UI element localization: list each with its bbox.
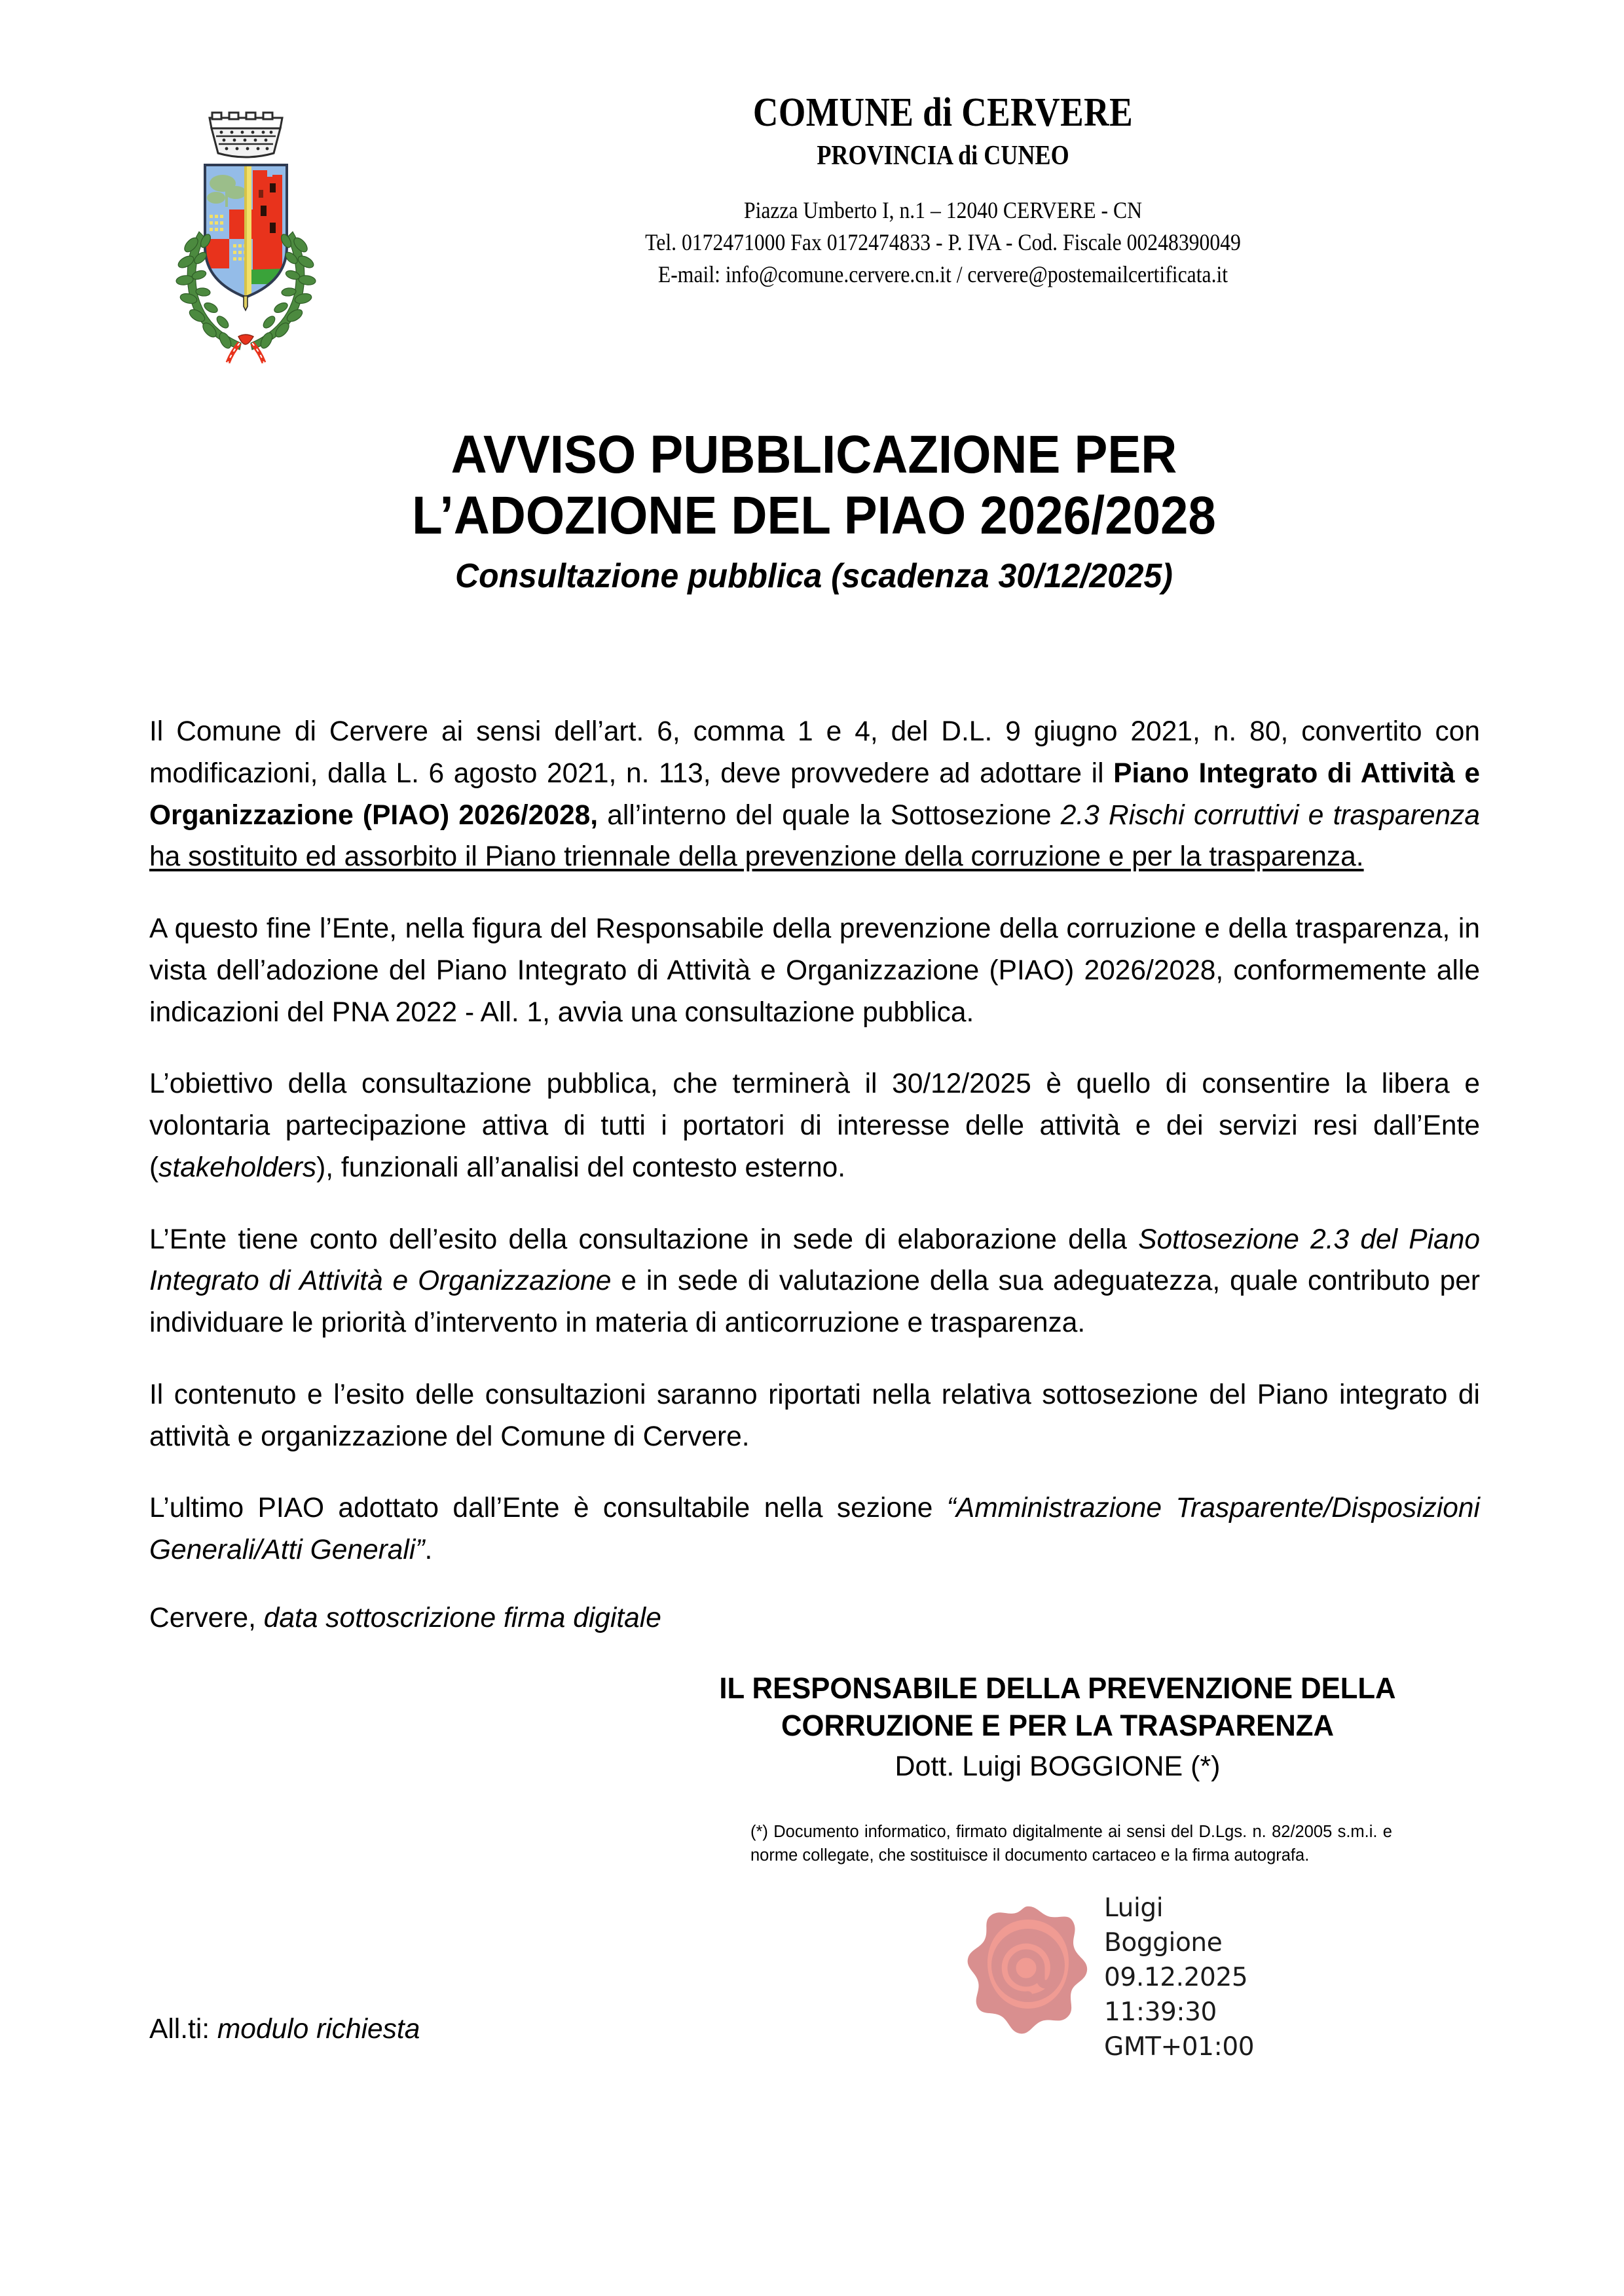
signature-block: [655, 1669, 1460, 1785]
signatory-role-line-1: IL RESPONSABILE DELLA PREVENZIONE DELLA: [719, 1671, 1396, 1705]
page-title: [149, 424, 1479, 596]
organization-name: COMUNE di CERVERE: [752, 90, 1134, 135]
title-subtitle: Consultazione pubblica (scadenza 30/12/2025): [455, 556, 1173, 595]
dsig-timezone: GMT+01:00: [1104, 2032, 1255, 2062]
p1-bold-piao: Piano Integrato di Attività e Organizzazione (PIAO) 2026/2028,: [149, 757, 1481, 831]
dsig-name-line-2: Boggione: [1104, 1928, 1223, 1958]
email-line: E-mail: info@comune.cervere.cn.it / cervere@postemailcertificata.it: [657, 261, 1228, 288]
title-line-2: L’ADOZIONE DEL PIAO 2026/2028: [412, 486, 1216, 546]
wax-seal-at-symbol-icon: [964, 1903, 1092, 2037]
address-line: Piazza Umberto I, n.1 – 12040 CERVERE - CN: [743, 197, 1143, 224]
p3-text-1: L’obiettivo della consultazione pubblica, che terminerà il 30/12/2025 è quello di consentire la libera e volontaria partecipazione attiva di tutti i portatori di interesse delle attività e dei servizi resi dall’Ente (: [149, 1068, 1480, 1183]
digital-signature-stamp: [964, 1891, 1383, 2081]
letterhead: [0, 92, 1624, 373]
p4-text-2: e in sede di valutazione della sua adeguatezza, quale contributo per individuare le priorità d’intervento in materia di anticorruzione e trasparenza.: [149, 1266, 1480, 1338]
attachments-line: [149, 2010, 420, 2049]
province-name: PROVINCIA di CUNEO: [817, 141, 1069, 172]
dsig-name-line-1: Luigi: [1104, 1893, 1164, 1923]
p1-text-1: Il Comune di Cervere ai sensi dell’art. 6, comma 1 e 4, del D.L. 9 giugno 2021, n. 80, convertito con modificazioni, dalla L. 6 agosto 2021, n. 113, deve provvedere ad adottare il: [149, 716, 1480, 789]
p3-text-2: ), funzionali all’analisi del contesto esterno.: [316, 1152, 846, 1183]
signature-date-placeholder: data sottoscrizione firma digitale: [263, 1603, 661, 1633]
paragraph-2: A questo fine l’Ente, nella figura del Responsabile della prevenzione della corruzione e della trasparenza, in vista dell’adozione del Piano Integrato di Attività e Organizzazione (PIAO) 2026/2028, conformemente alle indicazioni del PNA 2022 - All. 1, avvia una consultazione pubblica.: [149, 913, 1480, 1028]
signatory-name: Dott. Luigi BOGGIONE (*): [895, 1751, 1221, 1783]
attachment-name: modulo richiesta: [217, 2014, 420, 2045]
phone-fax-vat-line: Tel. 0172471000 Fax 0172474833 - P. IVA - Cod. Fiscale 00248390049: [645, 229, 1241, 256]
coat-of-arms-icon: [175, 106, 316, 365]
paragraph-3: [149, 1063, 1480, 1188]
contact-block: [406, 194, 1480, 291]
place-prefix: Cervere,: [149, 1603, 264, 1633]
dsig-time: 11:39:30: [1104, 1997, 1217, 2028]
paragraph-5: Il contenuto e l’esito delle consultazioni saranno riportati nella relativa sottosezione del Piano integrato di attività e organizzazione del Comune di Cervere.: [149, 1379, 1480, 1452]
digital-signature-details: [1104, 1891, 1379, 2064]
signatory-role-line-2: CORRUZIONE E PER LA TRASPARENZA: [781, 1709, 1334, 1743]
p1-underlined-clause: ha sostituito ed assorbito il Piano triennale della prevenzione della corruzione e per la trasparenza.: [149, 841, 1364, 873]
document-body: [149, 711, 1480, 1571]
p1-text-2: all’interno del quale la Sottosezione: [598, 799, 1061, 831]
p4-text-1: L’Ente tiene conto dell’esito della consultazione in sede di elaborazione della: [149, 1224, 1139, 1255]
letterhead-text: [406, 92, 1480, 291]
paragraph-1: [149, 711, 1480, 878]
p6-text-1: L’ultimo PIAO adottato dall’Ente è consultabile nella sezione: [149, 1493, 947, 1524]
p6-italic-section-path: “Amministrazione Trasparente/Disposizioni Generali/Atti Generali”: [149, 1493, 1480, 1565]
place-and-date-line: [149, 1599, 661, 1638]
p3-italic-stakeholders: stakeholders: [158, 1152, 317, 1183]
paragraph-6: [149, 1487, 1480, 1571]
attachments-prefix: All.ti:: [149, 2014, 217, 2045]
title-line-1: AVVISO PUBBLICAZIONE PER: [451, 425, 1177, 484]
dsig-date: 09.12.2025: [1104, 1963, 1248, 1993]
p4-italic-subsection: Sottosezione 2.3 del Piano Integrato di Attività e Organizzazione: [149, 1224, 1480, 1297]
digital-signature-footnote: (*) Documento informatico, firmato digitalmente ai sensi del D.Lgs. n. 82/2005 s.m.i. e norme collegate, che sostituisce il documento cartaceo e la firma autografa.: [750, 1823, 1392, 1865]
p6-text-2: .: [424, 1535, 433, 1565]
paragraph-4: [149, 1219, 1480, 1344]
p1-italic-subsection: 2.3 Rischi corruttivi e trasparenza: [1060, 799, 1481, 831]
